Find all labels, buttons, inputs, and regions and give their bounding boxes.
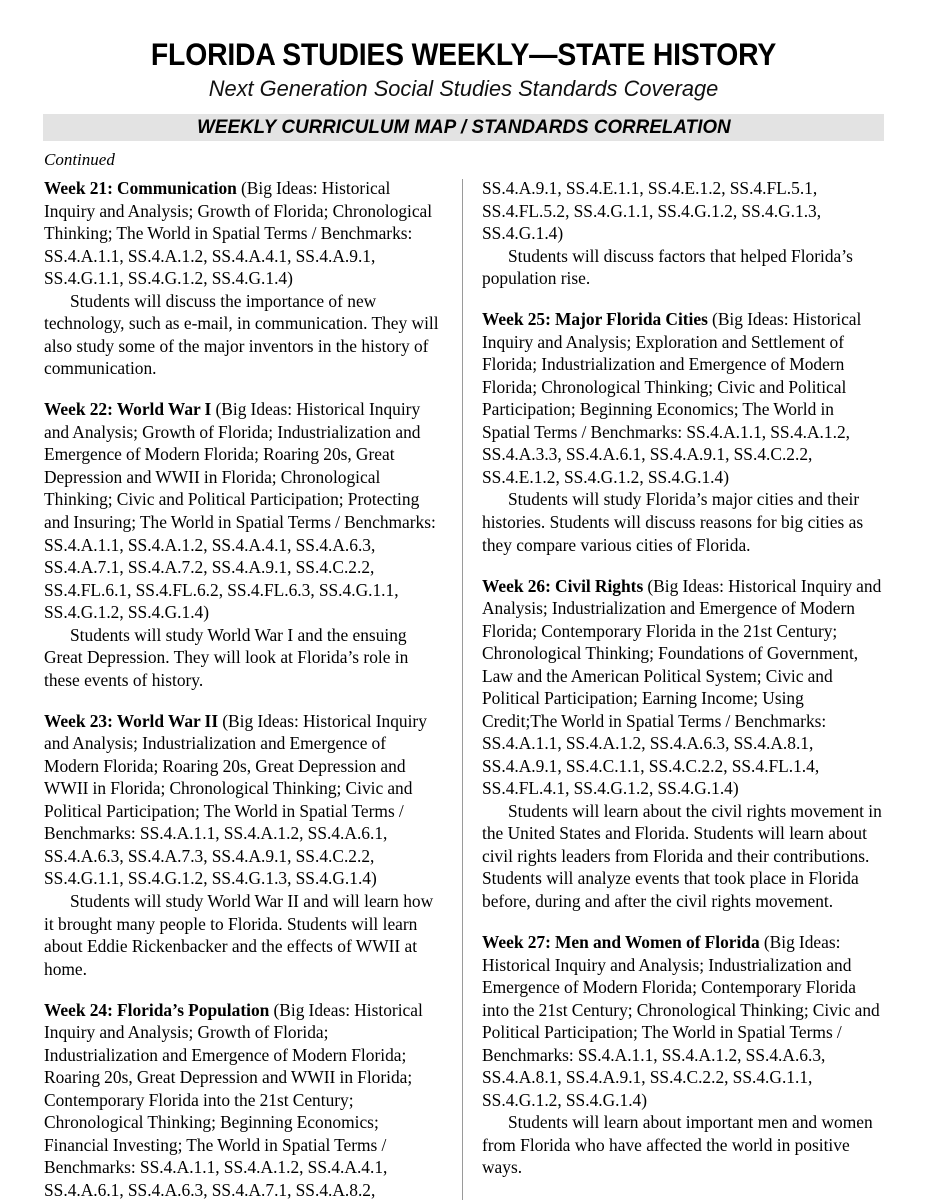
week-standards-text: (Big Ideas: Historical Inquiry and Analysis; Exploration and Settlement of Florida; Industrialization and Emergence of Modern Florida; Chronological Thinking; Civic and Political Participation; Beginning Economics; The World in Spatial Terms / Benchmarks: SS.4.A.1.1, SS.4.A.1.2, SS.4.A.3.3, SS.4.A.6.1, SS.4.A.9.1, SS.4.C.2.2, SS.4.E.1.2, SS.4.G.1.2, SS.4.G.1.4) — [482, 309, 862, 487]
content-columns — [0, 177, 927, 1200]
column-divider — [462, 179, 463, 1200]
week-standards-paragraph — [44, 398, 444, 623]
week-heading: Week 24: Florida’s Population — [44, 999, 270, 1020]
week-description: Students will learn about the civil rights movement in the United States and Florida. Students will learn about civil rights leaders from Florida and their contributions. Students will analyze events that took place in Florida before, during and after the civil rights movement. — [482, 800, 882, 911]
week-description: Students will study Florida’s major cities and their histories. Students will discuss reasons for big cities as they compare various cities of Florida. — [482, 489, 864, 555]
week-heading: Week 27: Men and Women of Florida — [482, 932, 760, 953]
masthead — [0, 0, 927, 141]
week-standards-paragraph — [482, 308, 882, 488]
week-description: Students will learn about important men and women from Florida who have affected the world in positive ways. — [482, 1112, 873, 1178]
week-heading: Week 23: World War II — [44, 710, 219, 731]
week-heading: Week 22: World War I — [44, 399, 212, 420]
week-entry — [44, 177, 444, 380]
week-standards-paragraph — [44, 710, 444, 890]
week-standards-text: (Big Ideas: Historical Inquiry and Analysis; Growth of Florida; Industrialization and Emergence of Modern Florida; Roaring 20s, Great Depression and WWII in Florida; Chronological Thinking; Civic and Political Participation; Protecting and Insuring; The World in Spatial Terms / Benchmarks: SS.4.A.1.1, SS.4.A.1.2, SS.4.A.4.1, SS.4.A.6.3, SS.4.A.7.1, SS.4.A.7.2, SS.4.A.9.1, SS.4.C.2.2, SS.4.FL.6.1, SS.4.FL.6.2, SS.4.FL.6.3, SS.4.G.1.1, SS.4.G.1.2, SS.4.G.1.4) — [44, 399, 436, 623]
section-banner-label: WEEKLY CURRICULUM MAP / STANDARDS CORRELATION — [196, 116, 731, 139]
week-standards-paragraph — [482, 575, 882, 800]
section-banner — [43, 114, 884, 141]
week-standards-paragraph: SS.4.A.9.1, SS.4.E.1.1, SS.4.E.1.2, SS.4.FL.5.1, SS.4.FL.5.2, SS.4.G.1.1, SS.4.G.1.2, SS.4.G.1.3, SS.4.G.1.4) — [482, 178, 822, 244]
week-standards-text: (Big Ideas: Historical Inquiry and Analysis; Growth of Florida; Industrialization and Emergence of Modern Florida; Roaring 20s, Great Depression and WWII in Florida; Contemporary Florida into the 21st Century; Chronological Thinking; Beginning Economics; Financial Investing; The World in Spatial Terms / Benchmarks: SS.4.A.1.1, SS.4.A.1.2, SS.4.A.4.1, SS.4.A.6.1, SS.4.A.6.3, SS.4.A.7.1, SS.4.A.8.2, — [44, 999, 423, 1200]
week-heading: Week 25: Major Florida Cities — [482, 309, 708, 330]
week-entry — [482, 308, 882, 556]
week-description: Students will study World War II and will learn how it brought many people to Florida. Students will learn about Eddie Rickenbacker and the effects of WWII at home. — [44, 891, 434, 979]
week-entry-continuation — [482, 177, 882, 290]
right-column — [482, 177, 882, 1179]
continued-label: Continued — [44, 150, 115, 170]
week-entry — [44, 398, 444, 691]
week-standards-paragraph — [44, 177, 444, 290]
week-standards-paragraph — [44, 999, 444, 1200]
week-entry — [482, 931, 882, 1179]
week-standards-text: (Big Ideas: Historical Inquiry and Analysis; Industrialization and Emergence of Modern Florida; Contemporary Florida into the 21st Century; Chronological Thinking; Civic and Political Participation; The World in Spatial Terms / Benchmarks: SS.4.A.1.1, SS.4.A.1.2, SS.4.A.6.3, SS.4.A.8.1, SS.4.A.9.1, SS.4.C.2.2, SS.4.G.1.1, SS.4.G.1.2, SS.4.G.1.4) — [482, 932, 880, 1110]
page-title: FLORIDA STUDIES WEEKLY—STATE HISTORY — [150, 36, 777, 72]
week-entry — [44, 999, 444, 1200]
week-description: Students will study World War I and the ensuing Great Depression. They will look at Florida’s role in these events of history. — [44, 624, 409, 690]
week-heading: Week 26: Civil Rights — [482, 575, 644, 596]
week-entry — [482, 575, 882, 913]
week-standards-text: (Big Ideas: Historical Inquiry and Analysis; Industrialization and Emergence of Modern Florida; Roaring 20s, Great Depression and WWII in Florida; Chronological Thinking; Civic and Political Participation; The World in Spatial Terms / Benchmarks: SS.4.A.1.1, SS.4.A.1.2, SS.4.A.6.1, SS.4.A.6.3, SS.4.A.7.3, SS.4.A.9.1, SS.4.C.2.2, SS.4.G.1.1, SS.4.G.1.2, SS.4.G.1.3, SS.4.G.1.4) — [44, 710, 427, 889]
week-entry — [44, 710, 444, 980]
week-description: Students will discuss factors that helped Florida’s population rise. — [482, 245, 853, 289]
left-column — [44, 177, 444, 1200]
week-standards-paragraph — [482, 931, 882, 1111]
week-standards-text: (Big Ideas: Historical Inquiry and Analysis; Industrialization and Emergence of Modern Florida; Contemporary Florida in the 21st Century; Chronological Thinking; Foundations of Government, Law and the American Political System; Civic and Political Participation; Earning Income; Using Credit;The World in Spatial Terms / Benchmarks: SS.4.A.1.1, SS.4.A.1.2, SS.4.A.6.3, SS.4.A.8.1, SS.4.A.9.1, SS.4.C.1.1, SS.4.C.2.2, SS.4.FL.1.4, SS.4.FL.4.1, SS.4.G.1.2, SS.4.G.1.4) — [482, 575, 882, 799]
page-subtitle: Next Generation Social Studies Standards Coverage — [208, 76, 719, 102]
week-description: Students will discuss the importance of new technology, such as e-mail, in communication. They will also study some of the major inventors in the history of communication. — [44, 290, 439, 379]
week-heading: Week 21: Communication — [44, 178, 237, 199]
week-standards-text: (Big Ideas: Historical Inquiry and Analysis; Growth of Florida; Chronological Thinking; The World in Spatial Terms / Benchmarks: SS.4.A.1.1, SS.4.A.1.2, SS.4.A.4.1, SS.4.A.9.1, SS.4.G.1.1, SS.4.G.1.2, SS.4.G.1.4) — [44, 178, 433, 289]
